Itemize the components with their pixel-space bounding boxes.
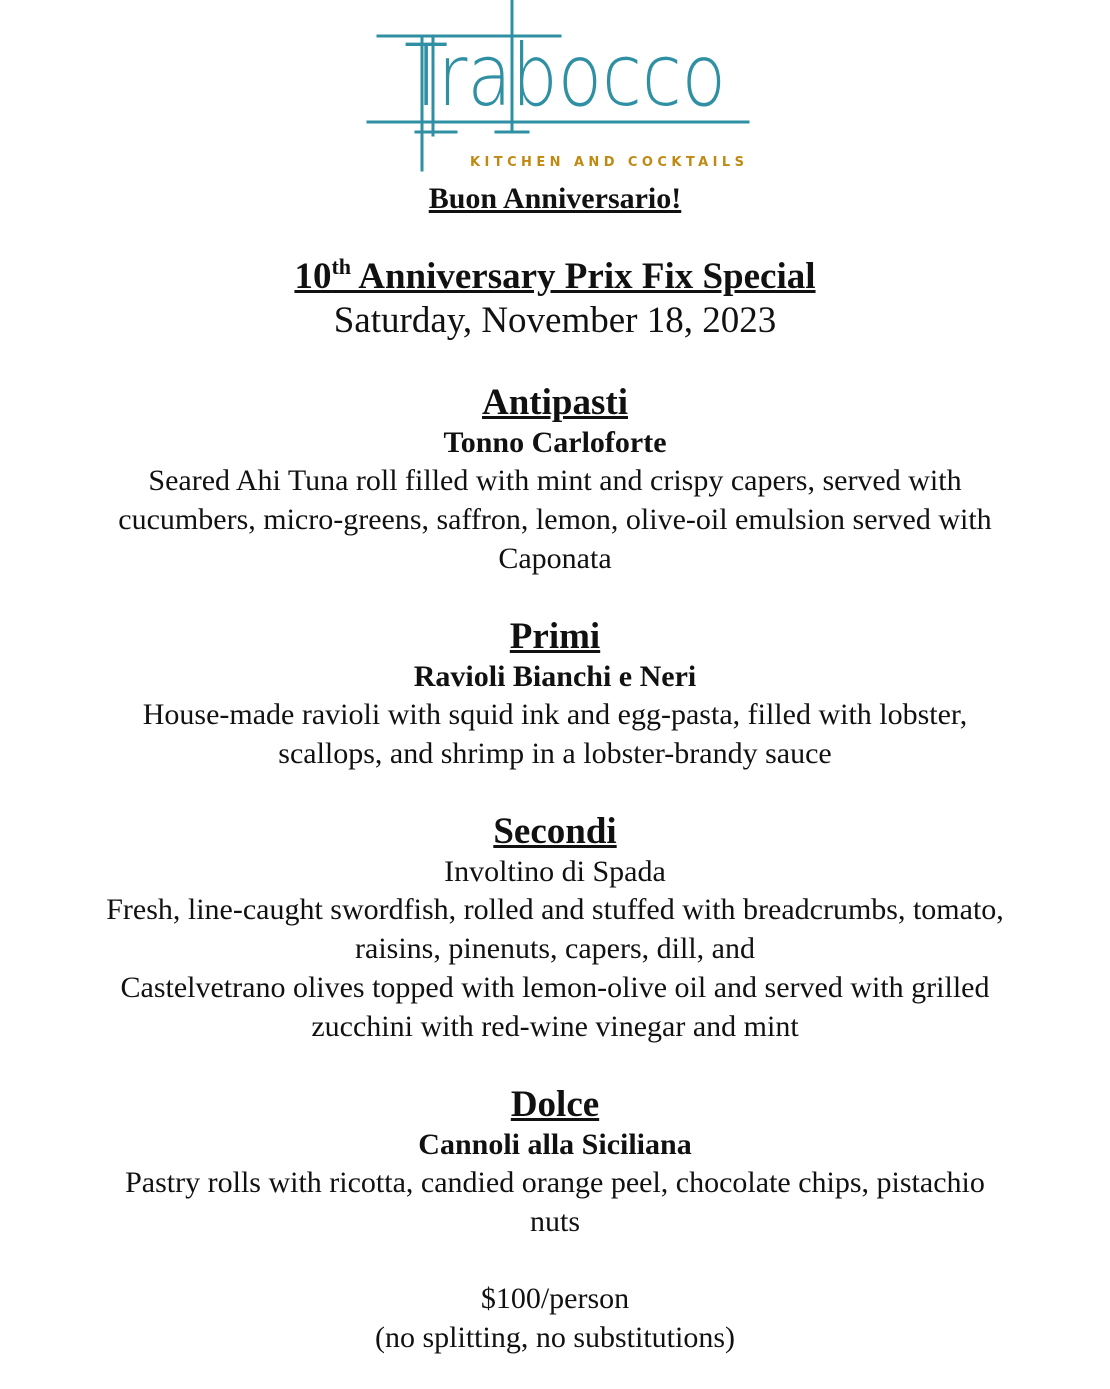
dish-description [55,461,1055,578]
course-heading: Primi [509,616,601,657]
dish-description [55,890,1055,1046]
greeting-heading: Buon Anniversario! [428,182,682,215]
dish-name: Involtino di Spada [444,855,666,888]
event-date: Saturday, November 18, 2023 [333,300,777,341]
restaurant-logo [360,0,760,175]
course-antipasti [0,381,1110,578]
description-line: Castelvetrano olives topped with lemon-olive oil and served with grilled [120,971,990,1004]
dish-description [55,1163,1055,1241]
dish-description [55,695,1055,773]
menu-content [0,178,1110,1357]
description-line: Fresh, line-caught swordfish, rolled and stuffed with breadcrumbs, tomato, [106,893,1004,926]
description-line: Pastry rolls with ricotta, candied orange peel, chocolate chips, pistachio [125,1166,985,1199]
description-line: Caponata [498,542,612,575]
description-line: scallops, and shrimp in a lobster-brandy sauce [278,737,832,770]
special-ordinal-suffix: th [331,254,352,279]
description-line: nuts [529,1205,580,1238]
special-title [0,256,1110,298]
price-note: (no splitting, no substitutions) [374,1321,736,1354]
course-heading: Secondi [493,811,617,852]
logo-tagline: KITCHEN AND COCKTAILS [470,155,748,170]
logo-wordmark: Trabocco [404,26,726,126]
description-line: Seared Ahi Tuna roll filled with mint and crispy capers, served with [148,464,962,497]
course-heading: Dolce [510,1084,600,1125]
course-dolce [0,1083,1110,1241]
course-heading: Antipasti [482,382,628,423]
description-line: zucchini with red-wine vinegar and mint [311,1010,799,1043]
dish-name: Cannoli alla Siciliana [418,1128,692,1161]
description-line: raisins, pinenuts, capers, dill, and [355,932,755,965]
description-line: House-made ravioli with squid ink and egg-pasta, filled with lobster, [142,698,968,731]
dish-name: Ravioli Bianchi e Neri [413,660,697,693]
special-title-text: Anniversary Prix Fix Special [351,256,816,297]
special-number: 10 [294,256,332,297]
dish-name: Tonno Carloforte [443,426,667,459]
course-secondi [0,810,1110,1046]
price: $100/person [480,1282,630,1315]
course-primi [0,615,1110,773]
description-line: cucumbers, micro-greens, saffron, lemon, olive-oil emulsion served with [118,503,992,536]
